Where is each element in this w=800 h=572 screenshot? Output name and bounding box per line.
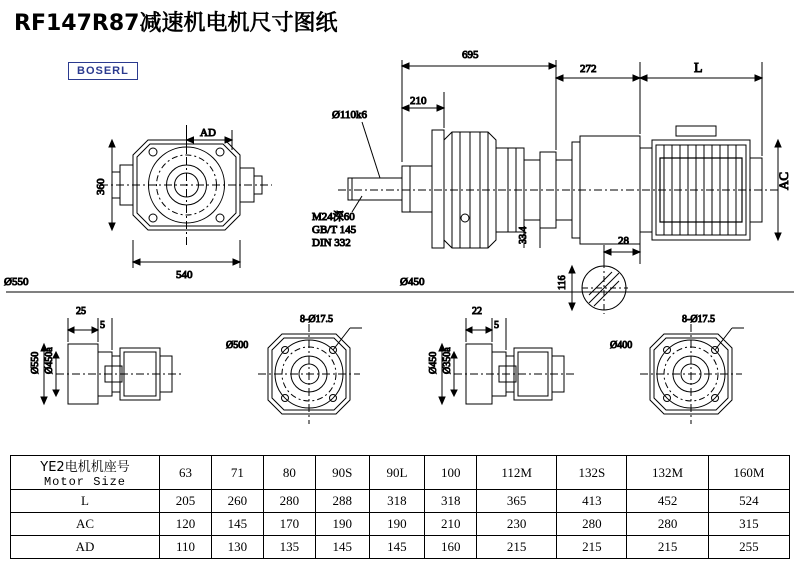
table-cell: 365: [477, 490, 557, 513]
table-header-cn: YE2电机机座号: [40, 460, 130, 475]
table-cell: 71: [211, 456, 263, 490]
label-d450: Ø450: [400, 276, 425, 288]
table-row: [11, 513, 790, 536]
table-row-label: AD: [11, 536, 160, 559]
table-cell: 260: [211, 490, 263, 513]
label-d550b: Ø550: [30, 351, 41, 374]
table-cell: 215: [477, 536, 557, 559]
table-cell: 63: [160, 456, 212, 490]
dim-L-label: L: [694, 61, 703, 76]
dim-695: [402, 60, 556, 162]
table-row-label: L: [11, 490, 160, 513]
table-row: [11, 536, 790, 559]
table-row-label: AC: [11, 513, 160, 536]
label-d350: Ø350a: [442, 347, 453, 374]
table-cell: 318: [425, 490, 477, 513]
table-cell: 160M: [708, 456, 789, 490]
bottom-view-1: [41, 318, 182, 404]
table-cell: 215: [627, 536, 708, 559]
table-cell: 524: [708, 490, 789, 513]
table-cell: 190: [369, 513, 425, 536]
table-cell: 145: [211, 513, 263, 536]
dim-5a-label: 5: [100, 320, 105, 331]
dim-695-label: 695: [462, 49, 479, 61]
motor-size-table: [10, 455, 790, 559]
std-din-label: DIN 332: [312, 237, 351, 249]
table-header-row: [11, 456, 790, 490]
table-cell: 130: [211, 536, 263, 559]
table-cell: 160: [425, 536, 477, 559]
brand-logo: BOSERL: [68, 62, 138, 80]
dim-28-label: 28: [618, 235, 629, 247]
label-d450b: Ø450a: [44, 347, 55, 374]
table-cell: 280: [557, 513, 627, 536]
detail-circle: [569, 238, 640, 314]
gearbox-assembly: [338, 126, 778, 248]
table-cell: 280: [263, 490, 315, 513]
table-cell: 110: [160, 536, 212, 559]
dim-AD-label: AD: [200, 127, 216, 139]
dim-210-label: 210: [410, 95, 427, 107]
holes-left-label: 8-Ø17.5: [300, 314, 334, 325]
dim-334-label: 33.4: [518, 226, 529, 244]
dim-d110-label: Ø110k6: [332, 109, 368, 121]
table-cell: 452: [627, 490, 708, 513]
table-header-label: [11, 456, 160, 490]
table-cell: 315: [708, 513, 789, 536]
dim-360: [109, 140, 115, 230]
dim-540-label: 540: [176, 269, 193, 281]
table-cell: 288: [315, 490, 369, 513]
leader-thread: [352, 196, 362, 212]
table-cell: 132M: [627, 456, 708, 490]
table-cell: 112M: [477, 456, 557, 490]
label-d550: Ø550: [4, 276, 29, 288]
dim-25-label: 25: [76, 306, 86, 317]
table-cell: 318: [369, 490, 425, 513]
table-cell: 90S: [315, 456, 369, 490]
table-cell: 135: [263, 536, 315, 559]
table-cell: 170: [263, 513, 315, 536]
table-header-en: Motor Size: [43, 475, 126, 489]
dim-272: [556, 62, 640, 150]
table-cell: 413: [557, 490, 627, 513]
page-title: RF147R87减速机电机尺寸图纸: [14, 11, 338, 36]
bottom-view-3: [439, 318, 574, 404]
table-cell: 210: [425, 513, 477, 536]
label-d400: Ø400: [610, 340, 633, 351]
label-d450c: Ø450: [428, 351, 439, 374]
table-cell: 145: [315, 536, 369, 559]
bottom-view-2: [258, 324, 362, 424]
holes-right-label: 8-Ø17.5: [682, 314, 716, 325]
table-cell: 100: [425, 456, 477, 490]
bottom-view-4: [640, 324, 744, 424]
table-cell: 132S: [557, 456, 627, 490]
table-cell: 215: [557, 536, 627, 559]
table-cell: 145: [369, 536, 425, 559]
table-row: [11, 490, 790, 513]
dim-22-label: 22: [472, 306, 482, 317]
dim-272-label: 272: [580, 63, 597, 75]
thread-label: M24深60: [312, 211, 355, 223]
table-cell: 90L: [369, 456, 425, 490]
table-cell: 190: [315, 513, 369, 536]
table-cell: 280: [627, 513, 708, 536]
dim-360-label: 360: [95, 178, 107, 195]
table-cell: 120: [160, 513, 212, 536]
dim-AC-label: AC: [776, 171, 791, 190]
table-cell: 255: [708, 536, 789, 559]
table-cell: 230: [477, 513, 557, 536]
std-gb-label: GB/T 145: [312, 224, 357, 236]
table-cell: 205: [160, 490, 212, 513]
label-d500: Ø500: [226, 340, 249, 351]
dim-116-label: 116: [557, 275, 568, 290]
table-cell: 80: [263, 456, 315, 490]
leader-d110: [362, 122, 380, 178]
dim-5b-label: 5: [494, 320, 499, 331]
dim-L-top: [640, 62, 762, 156]
